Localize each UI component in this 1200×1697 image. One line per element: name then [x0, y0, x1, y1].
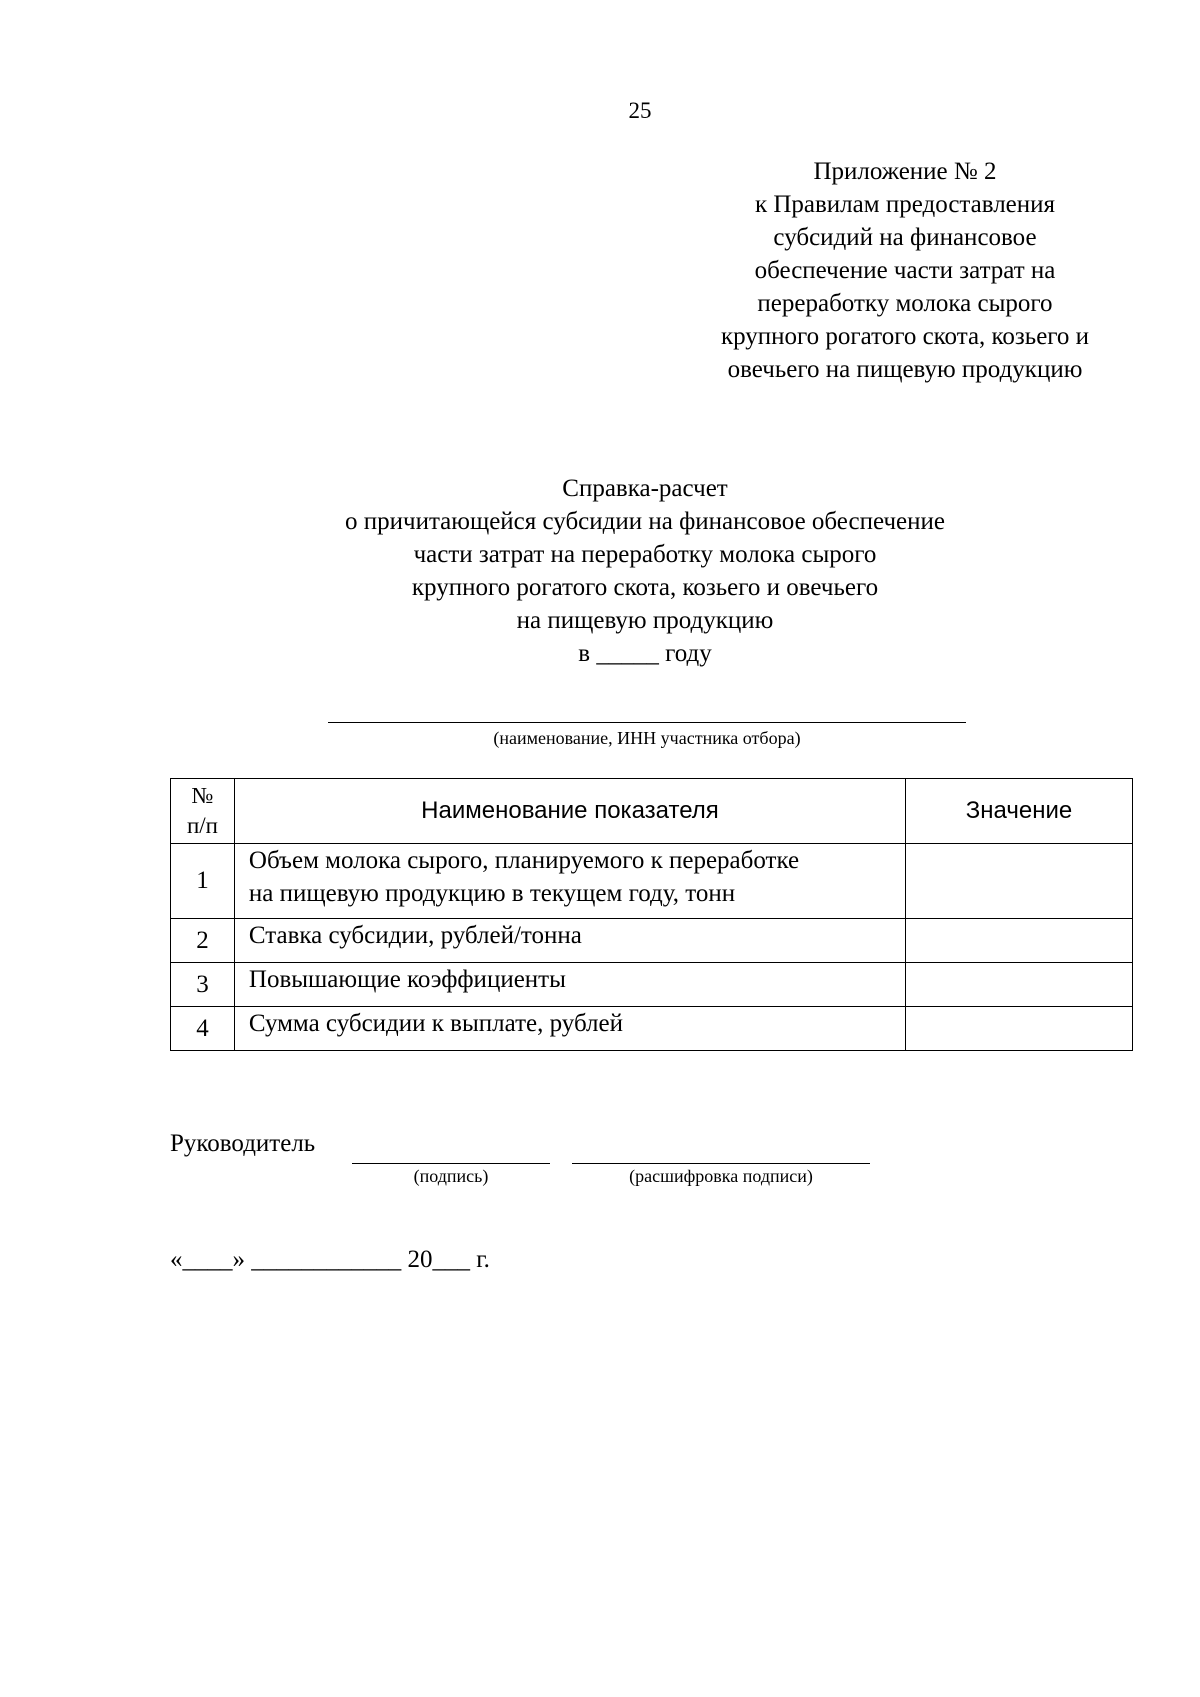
table-row	[171, 919, 1133, 963]
header-number: № п/п	[171, 779, 235, 844]
organization-caption: (наименование, ИНН участника отбора)	[493, 728, 801, 748]
appendix-header	[680, 155, 1130, 386]
table-header-row	[171, 779, 1133, 844]
head-label: Руководитель	[170, 1130, 316, 1157]
appendix-line: субсидий на финансовое	[773, 224, 1037, 251]
appendix-line: обеспечение части затрат на	[754, 257, 1056, 284]
document-title	[200, 472, 1090, 670]
row-indicator-name: Сумма субсидии к выплате, рублей	[234, 1007, 905, 1051]
appendix-line: переработку молока сырого	[757, 290, 1053, 317]
row-value-cell[interactable]	[906, 919, 1133, 963]
appendix-line: овечьего на пищевую продукцию	[727, 356, 1083, 383]
title-line: части затрат на переработку молока сырого	[413, 541, 877, 568]
row-indicator-name: Повышающие коэффициенты	[234, 963, 905, 1007]
row-number: 1	[171, 844, 235, 919]
title-line: о причитающейся субсидии на финансовое обеспечение	[344, 508, 945, 535]
table-row	[171, 844, 1133, 919]
title-line: на пищевую продукцию	[516, 607, 774, 634]
row-number: 2	[171, 919, 235, 963]
signature-decoding-caption: (расшифровка подписи)	[629, 1166, 813, 1186]
page-number: 25	[628, 98, 652, 123]
table-row	[171, 963, 1133, 1007]
title-line: Справка-расчет	[562, 475, 728, 502]
organization-name-field[interactable]	[328, 722, 966, 723]
row-number: 3	[171, 963, 235, 1007]
appendix-line: крупного рогатого скота, козьего и	[720, 323, 1090, 350]
signature-caption: (подпись)	[413, 1166, 489, 1186]
row-indicator-name: Ставка субсидии, рублей/тонна	[234, 919, 905, 963]
row-value-cell[interactable]	[906, 963, 1133, 1007]
title-line: крупного рогатого скота, козьего и овечьего	[411, 574, 879, 601]
date-field[interactable]: «____» ____________ 20___ г.	[170, 1246, 490, 1273]
row-number: 4	[171, 1007, 235, 1051]
signature-field[interactable]	[352, 1163, 550, 1164]
row-value-cell[interactable]	[906, 844, 1133, 919]
header-indicator-name: Наименование показателя	[234, 779, 905, 844]
indicators-table	[170, 778, 1133, 1051]
table-row	[171, 1007, 1133, 1051]
row-indicator-name: Объем молока сырого, планируемого к переработке на пищевую продукцию в текущем году, тонн	[234, 844, 905, 919]
signature-decoding-field[interactable]	[572, 1163, 870, 1164]
row-value-cell[interactable]	[906, 1007, 1133, 1051]
appendix-line: к Правилам предоставления	[754, 191, 1056, 218]
title-year-line: в _____ году	[578, 640, 712, 667]
header-value: Значение	[906, 779, 1133, 844]
appendix-line: Приложение № 2	[813, 158, 997, 185]
